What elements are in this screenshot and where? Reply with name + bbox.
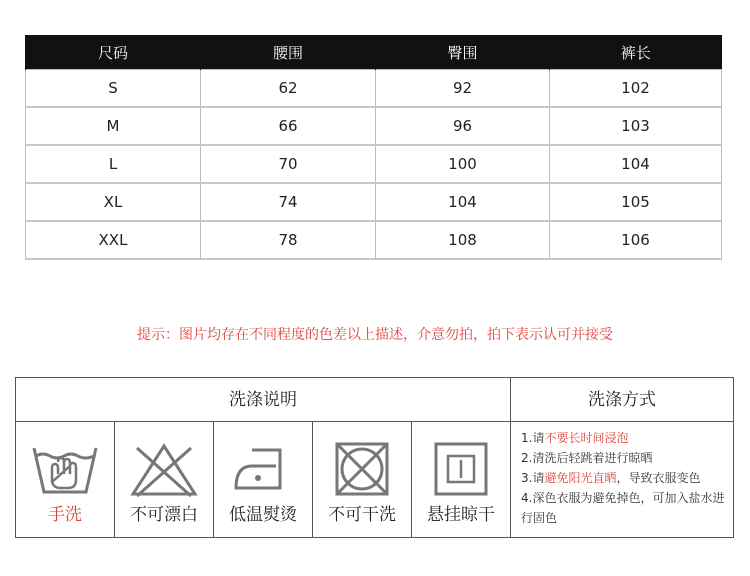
method-line: 3.请避免阳光直晒，导致衣服变色	[521, 471, 701, 485]
cell-size: XXL	[26, 221, 201, 259]
color-difference-notice: 提示：图片均存在不同程度的色差以上描述，介意勿拍，拍下表示认可并接受	[137, 327, 613, 343]
table-row	[26, 145, 722, 183]
cell-waist: 74	[201, 183, 376, 221]
care-cell-no-bleach	[115, 422, 214, 537]
care-panel	[15, 377, 734, 538]
method-line: 1.请不要长时间浸泡	[521, 431, 629, 445]
cell-hip: 96	[376, 107, 550, 145]
header-hip: 臀围	[376, 35, 550, 70]
method-line: 2.清洗后轻跳着进行晾晒	[521, 451, 653, 465]
care-icon-row	[16, 422, 511, 537]
line-dry-icon	[426, 440, 496, 502]
care-method-title: 洗涤方式	[511, 378, 733, 422]
low-iron-icon	[228, 440, 298, 502]
hand-wash-icon	[30, 440, 100, 502]
table-row	[26, 183, 722, 221]
cell-hip: 104	[376, 183, 550, 221]
care-cell-low-iron	[214, 422, 313, 537]
cell-length: 104	[550, 145, 722, 183]
cell-size: S	[26, 70, 201, 108]
cell-hip: 92	[376, 70, 550, 108]
header-length: 裤长	[550, 35, 722, 70]
care-label: 悬挂晾干	[427, 505, 495, 525]
header-size: 尺码	[26, 35, 201, 70]
cell-length: 106	[550, 221, 722, 259]
care-label: 手洗	[48, 505, 82, 525]
cell-waist: 78	[201, 221, 376, 259]
table-row	[26, 70, 722, 108]
method-line: 4.深色衣服为避免掉色，可加入盐水进行固色	[521, 491, 725, 525]
no-dry-clean-icon	[327, 440, 397, 502]
size-table	[25, 35, 722, 260]
header-waist: 腰围	[201, 35, 376, 70]
care-label: 不可漂白	[130, 505, 198, 525]
cell-length: 105	[550, 183, 722, 221]
care-label: 不可干洗	[328, 505, 396, 525]
size-table-header	[26, 35, 722, 70]
care-cell-no-dry-clean	[313, 422, 412, 537]
cell-size: L	[26, 145, 201, 183]
care-method-list	[521, 428, 731, 528]
cell-length: 102	[550, 70, 722, 108]
cell-size: XL	[26, 183, 201, 221]
care-cell-line-dry	[412, 422, 511, 537]
care-instructions-title: 洗涤说明	[16, 378, 511, 422]
care-label: 低温熨烫	[229, 505, 297, 525]
cell-length: 103	[550, 107, 722, 145]
no-bleach-icon	[129, 440, 199, 502]
cell-hip: 108	[376, 221, 550, 259]
cell-waist: 66	[201, 107, 376, 145]
table-row	[26, 107, 722, 145]
cell-size: M	[26, 107, 201, 145]
cell-waist: 62	[201, 70, 376, 108]
care-cell-hand-wash	[16, 422, 115, 537]
cell-waist: 70	[201, 145, 376, 183]
table-row	[26, 221, 722, 259]
cell-hip: 100	[376, 145, 550, 183]
